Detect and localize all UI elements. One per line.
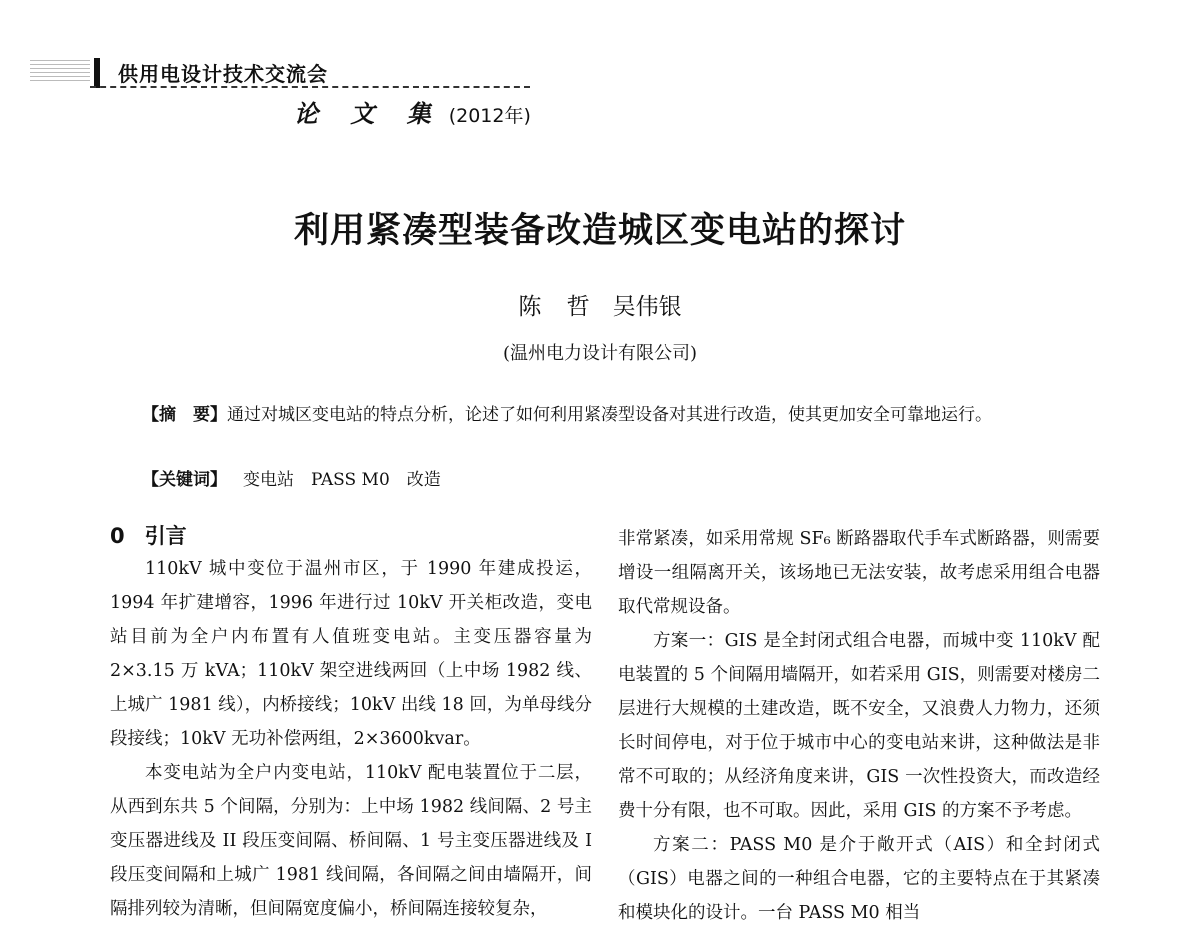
paragraph: 方案一：GIS 是全封闭式组合电器，而城中变 110kV 配电装置的 5 个间隔用墙隔开，如若采用 GIS，则需要对楼房二层进行大规模的土建改造，既不安全，又浪费人力物力，还须长时间停电，对于位于城市中心的变电站来讲，这种做法是非常不可取的；从经济角度来讲，GIS 一次性投资大，而改造经费十分有限，也不可取。因此，采用 GIS 的方案不予考虑。 <box>618 631 1100 821</box>
collection-title <box>294 94 531 129</box>
section-title: 引言 <box>144 524 187 548</box>
paragraph: 方案二：PASS M0 是介于敞开式（AIS）和全封闭式（GIS）电器之间的一种组合电器，它的主要特点在于其紧凑和模块化的设计。一台 PASS M0 相当 <box>618 835 1100 923</box>
running-header <box>30 56 530 96</box>
paragraph: 本变电站为全户内变电站，110kV 配电装置位于二层，从西到东共 5 个间隔，分别为：上中场 1982 线间隔、2 号主变压器进线及 II 段压变间隔、桥间隔、1 号主变压器进线及 I 段压变间隔和上城广 1981 线间隔，各间隔之间由墙隔开，间隔排列较为清晰，但间隔宽度偏小，桥间隔连接较复杂， <box>110 763 592 919</box>
article-title: 利用紧凑型装备改造城区变电站的探讨 <box>293 211 906 251</box>
collection-label: 论 文 集 <box>294 99 443 128</box>
paragraph: 非常紧凑，如采用常规 SF₆ 断路器取代手车式断路器，则需要增设一组隔离开关，该场地已无法安装，故考虑采用组合电器取代常规设备。 <box>618 529 1100 617</box>
abstract-text: 通过对城区变电站的特点分析，论述了如何利用紧凑型设备对其进行改造，使其更加安全可靠地运行。 <box>227 405 992 425</box>
right-column <box>618 522 1100 930</box>
paragraph: 110kV 城中变位于温州市区，于 1990 年建成投运，1994 年扩建增容，1996 年进行过 10kV 开关柜改造，变电站目前为全户内布置有人值班变电站。主变压器容量为 2×3.15 万 kVA；110kV 架空进线两回（上中场 1982 线、上城广 1981 线），内桥接线；10kV 出线 18 回，为单母线分段接线；10kV 无功补偿两组，2×3600kvar。 <box>110 559 592 749</box>
abstract <box>110 398 1100 432</box>
section-heading <box>110 520 592 552</box>
header-rule <box>90 86 530 88</box>
section-number: 0 <box>110 524 125 548</box>
conference-name: 供用电设计技术交流会 <box>118 62 328 86</box>
header-decoration <box>30 60 90 84</box>
keywords-label: 【关键词】 <box>142 470 227 490</box>
affiliation: (温州电力设计有限公司) <box>502 343 698 364</box>
keywords <box>142 465 441 490</box>
collection-year: (2012年) <box>448 105 531 127</box>
abstract-label: 【摘 要】 <box>142 405 227 425</box>
left-column <box>110 520 592 926</box>
authors: 陈 哲 吴伟银 <box>518 294 682 320</box>
header-bar <box>94 58 100 88</box>
keywords-list: 变电站 PASS M0 改造 <box>243 470 441 490</box>
